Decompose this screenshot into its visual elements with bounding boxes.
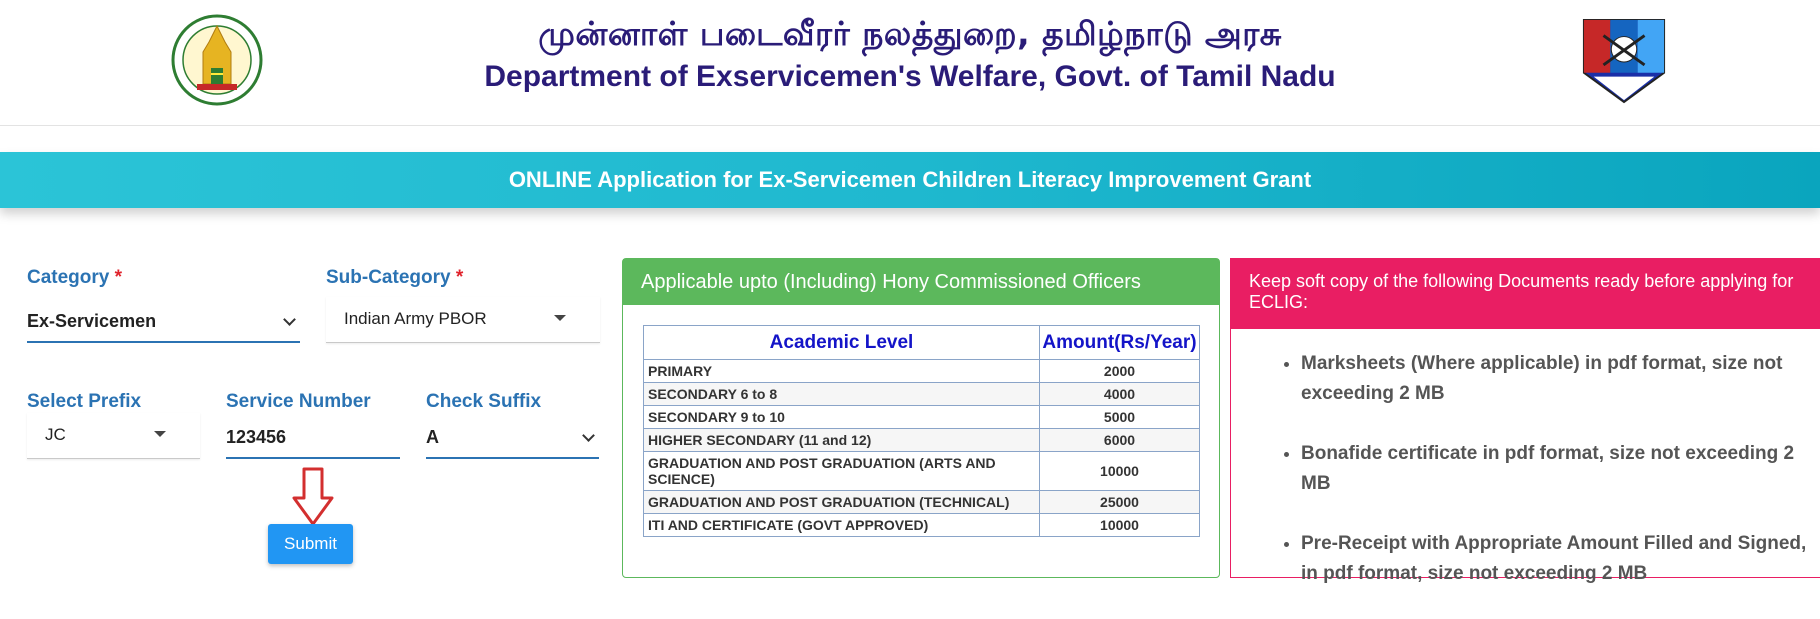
documents-panel-heading: Keep soft copy of the following Documents ready before applying for ECLIG:	[1231, 259, 1820, 329]
prefix-select[interactable]	[27, 413, 200, 459]
grant-table	[643, 325, 1200, 537]
table-row	[644, 406, 1200, 429]
list-item: • Bonafide certificate in pdf format, size not exceeding 2 MB	[1301, 439, 1820, 499]
service-number-input[interactable]	[226, 413, 400, 459]
column-header-amount: Amount(Rs/Year)	[1040, 326, 1200, 360]
level-cell: SECONDARY 6 to 8	[644, 383, 1040, 406]
amount-cell: 4000	[1040, 383, 1200, 406]
table-row	[644, 383, 1200, 406]
level-cell: PRIMARY	[644, 360, 1040, 383]
amount-cell: 5000	[1040, 406, 1200, 429]
page-title-english: Department of Exservicemen's Welfare, Govt. of Tamil Nadu	[484, 60, 1336, 93]
grant-panel-heading: Applicable upto (Including) Hony Commissioned Officers	[623, 259, 1219, 305]
amount-cell: 10000	[1040, 452, 1200, 491]
amount-cell: 25000	[1040, 491, 1200, 514]
category-label-text: Category	[27, 267, 110, 288]
chevron-down-icon	[283, 313, 296, 326]
table-row	[644, 360, 1200, 383]
required-asterisk: *	[114, 267, 123, 288]
down-arrow-icon	[290, 466, 336, 528]
suffix-select[interactable]	[426, 413, 599, 459]
amount-cell: 10000	[1040, 514, 1200, 537]
service-number-value: 123456	[226, 427, 287, 447]
list-item: • Pre-Receipt with Appropriate Amount Filled and Signed, in pdf format, size not exceeding 2 MB	[1301, 529, 1820, 589]
page-title-tamil: முன்னாள் படைவீரர் நலத்துறை, தமிழ்நாடு அரசு	[538, 14, 1282, 53]
table-row	[644, 514, 1200, 537]
subcategory-label	[326, 267, 463, 289]
dropdown-caret-icon	[154, 431, 166, 437]
table-row	[644, 491, 1200, 514]
table-row	[644, 452, 1200, 491]
category-select-value: Ex-Servicemen	[27, 311, 157, 331]
documents-panel	[1230, 258, 1820, 584]
column-header-academic-level: Academic Level	[644, 326, 1040, 360]
prefix-select-value: JC	[45, 425, 66, 444]
required-asterisk: *	[455, 267, 464, 288]
category-select[interactable]	[27, 297, 300, 343]
subcategory-label-text: Sub-Category	[326, 267, 451, 288]
level-cell: GRADUATION AND POST GRADUATION (TECHNICAL)	[644, 491, 1040, 514]
amount-cell: 2000	[1040, 360, 1200, 383]
level-cell: GRADUATION AND POST GRADUATION (ARTS AND SCIENCE)	[644, 452, 1040, 491]
subcategory-select[interactable]	[326, 297, 600, 343]
subcategory-select-value: Indian Army PBOR	[344, 309, 487, 328]
application-banner: ONLINE Application for Ex-Servicemen Children Literacy Improvement Grant	[0, 152, 1820, 208]
suffix-select-value: A	[426, 427, 439, 447]
dropdown-caret-icon	[554, 315, 566, 321]
chevron-down-icon	[582, 429, 595, 442]
documents-list	[1301, 349, 1820, 619]
amount-cell: 6000	[1040, 429, 1200, 452]
grant-amount-panel	[622, 258, 1220, 578]
suffix-label: Check Suffix	[426, 391, 542, 412]
category-label	[27, 267, 122, 289]
site-header	[0, 0, 1820, 126]
level-cell: HIGHER SECONDARY (11 and 12)	[644, 429, 1040, 452]
prefix-label: Select Prefix	[27, 391, 142, 412]
submit-button[interactable]: Submit	[268, 524, 353, 564]
zila-sainik-board-crest-logo	[1580, 16, 1668, 106]
table-row	[644, 429, 1200, 452]
level-cell: ITI AND CERTIFICATE (GOVT APPROVED)	[644, 514, 1040, 537]
level-cell: SECONDARY 9 to 10	[644, 406, 1040, 429]
service-number-label: Service Number	[226, 391, 371, 412]
list-item: • Marksheets (Where applicable) in pdf format, size not exceeding 2 MB	[1301, 349, 1820, 409]
